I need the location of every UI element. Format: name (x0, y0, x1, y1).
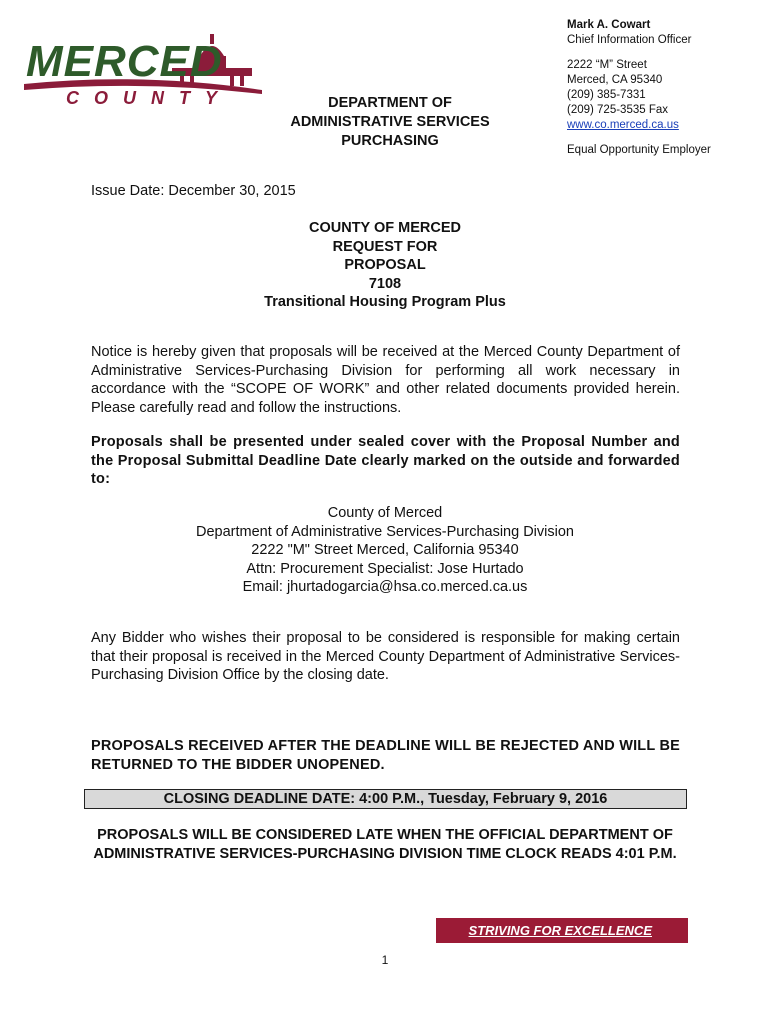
closing-deadline-box: CLOSING DEADLINE DATE: 4:00 P.M., Tuesday, February 9, 2016 (84, 789, 687, 809)
address-line: County of Merced (327, 505, 443, 521)
contact-phone: (209) 385-7331 (567, 89, 646, 101)
contact-block (567, 18, 767, 158)
address-line: Attn: Procurement Specialist: Jose Hurtado (246, 560, 524, 577)
late-definition: PROPOSALS WILL BE CONSIDERED LATE WHEN THE OFFICIAL DEPARTMENT OF ADMINISTRATIVE SERVICES-PURCHASING DIVISION TIME CLOCK READS 4:01 P.M. (93, 827, 677, 862)
program-name: Transitional Housing Program Plus (264, 294, 506, 310)
rfp-title (150, 219, 620, 312)
bidder-paragraph: Any Bidder who wishes their proposal to be considered is responsible for making certain that their proposal is received in the Merced County Department of Administrative Services-Purchasing Division Office by the closing date. (91, 630, 680, 683)
dept-line: ADMINISTRATIVE SERVICES (290, 114, 490, 130)
dept-line: PURCHASING (341, 133, 439, 149)
contact-name: Mark A. Cowart (567, 19, 651, 31)
merced-county-logo (22, 22, 267, 112)
address-line: Department of Administrative Services-Purchasing Division (196, 523, 574, 540)
equal-opportunity-text: Equal Opportunity Employer (567, 144, 711, 156)
submission-address (100, 504, 670, 597)
logo-county: COUNTY (66, 88, 232, 108)
dept-line: DEPARTMENT OF (328, 95, 452, 111)
address-email: Email: jhurtadogarcia@hsa.co.merced.ca.us (242, 579, 528, 595)
contact-street: 2222 “M” Street (567, 59, 647, 71)
website-link[interactable]: www.co.merced.ca.us (567, 119, 679, 131)
proposal-number: 7108 (368, 275, 402, 292)
contact-role: Chief Information Officer (567, 34, 692, 46)
page-number: 1 (381, 953, 389, 967)
issue-date: Issue Date: December 30, 2015 (91, 183, 296, 199)
logo-wordmark: MERCED (26, 37, 223, 86)
striving-text: STRIVING FOR EXCELLENCE (468, 923, 652, 938)
striving-banner (436, 918, 688, 943)
department-heading (270, 94, 510, 151)
address-line: 2222 "M" Street Merced, California 95340 (251, 542, 519, 558)
contact-city: Merced, CA 95340 (567, 74, 663, 86)
sealed-cover-paragraph: Proposals shall be presented under sealed cover with the Proposal Number and the Proposal Submittal Deadline Date clearly marked on the outside and forwarded to: (91, 434, 680, 487)
title-line: COUNTY OF MERCED (309, 220, 461, 236)
contact-fax: (209) 725-3535 Fax (567, 104, 669, 116)
late-warning: PROPOSALS RECEIVED AFTER THE DEADLINE WILL BE REJECTED AND WILL BE RETURNED TO THE BIDDER UNOPENED. (91, 738, 680, 773)
title-line: REQUEST FOR (332, 238, 438, 255)
title-line: PROPOSAL (344, 257, 426, 273)
notice-paragraph: Notice is hereby given that proposals will be received at the Merced County Department of Administrative Services-Purchasing Division for performing all work necessary in accordance with the “SCOPE OF WORK” and other related documents provided herein. Please carefully read and follow the instructions. (91, 344, 680, 416)
